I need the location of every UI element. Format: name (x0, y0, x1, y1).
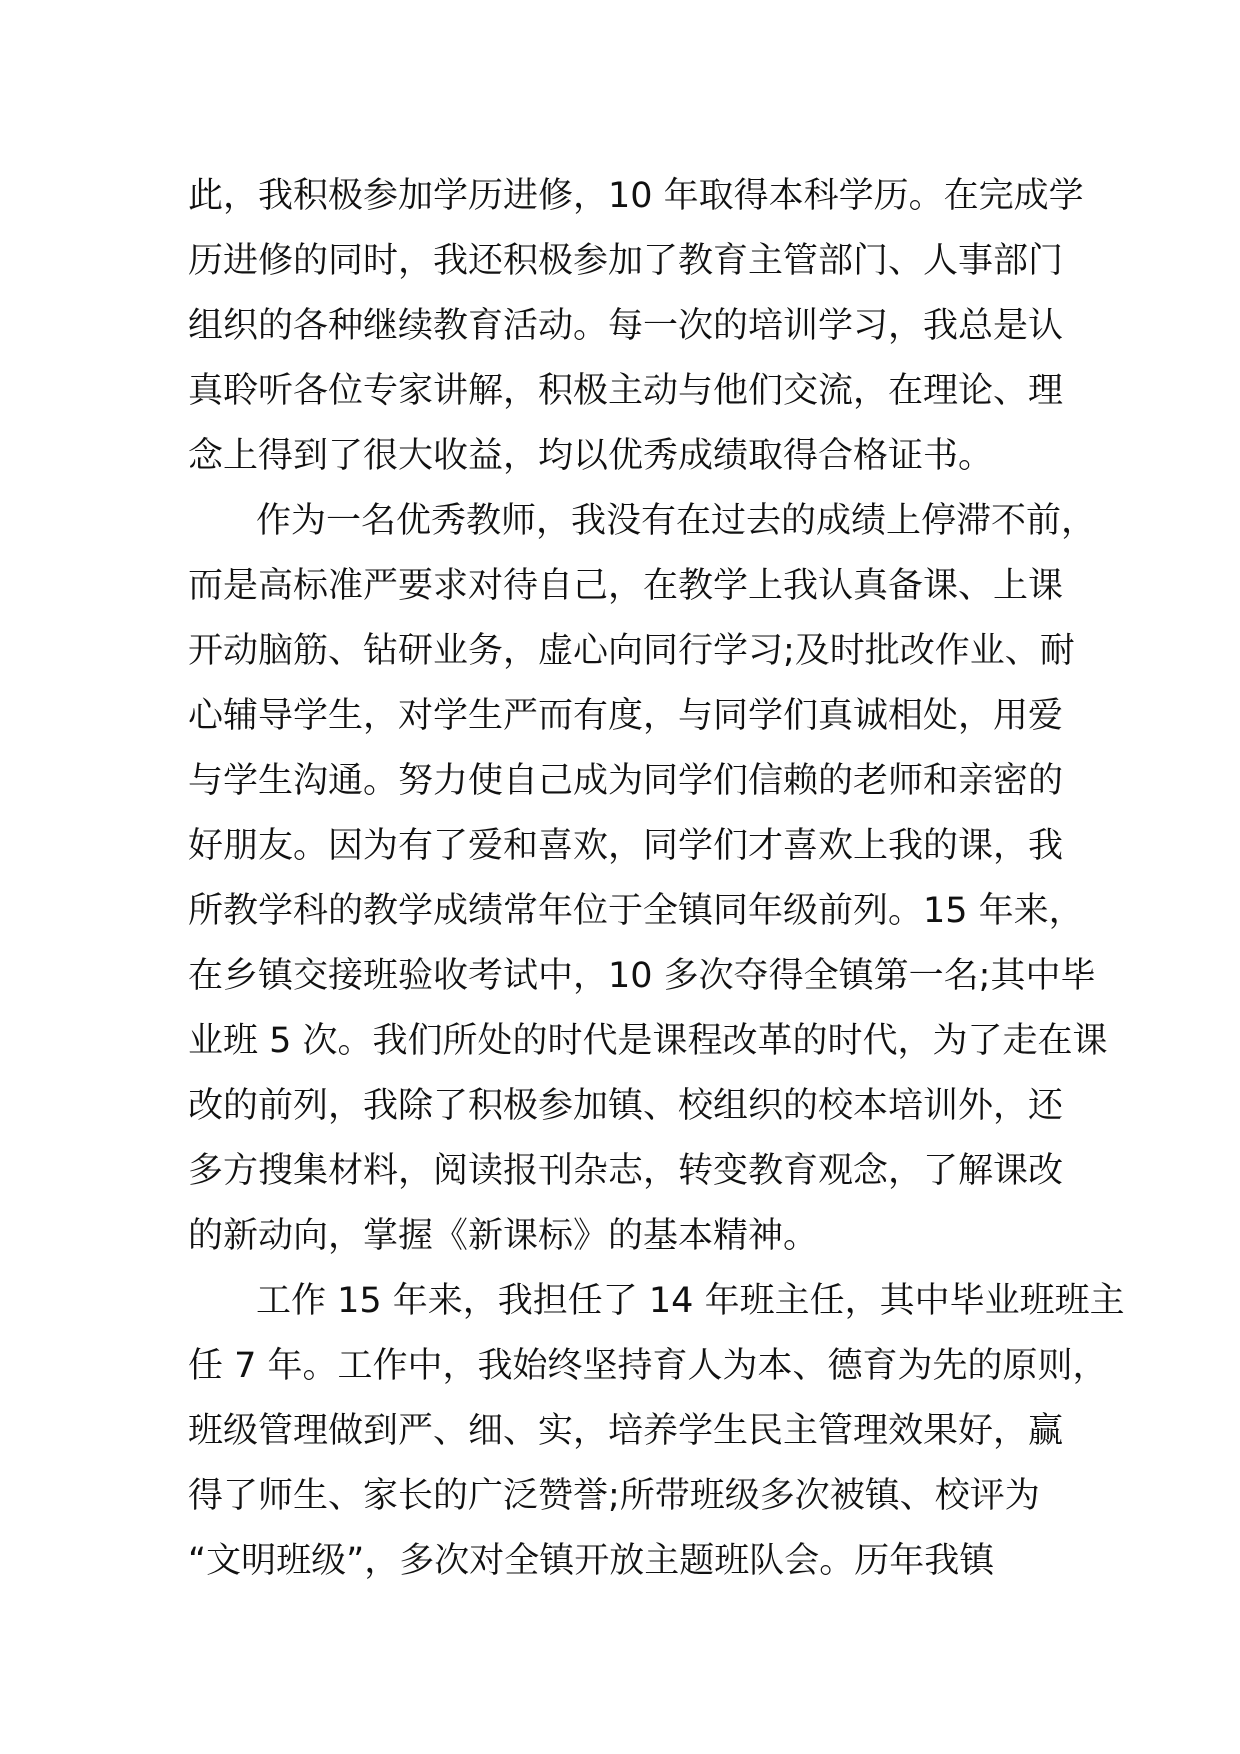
text-line: 此，我积极参加学历进修，10 年取得本科学历。在完成学 (188, 176, 1084, 216)
paragraph-first-line: 工作 15 年来，我担任了 14 年班主任，其中毕业班班主 (256, 1281, 1125, 1321)
text-line: 真聆听各位专家讲解，积极主动与他们交流，在理论、理 (188, 371, 1064, 411)
text-line: 得了师生、家长的广泛赞誉;所带班级多次被镇、校评为 (188, 1476, 1040, 1516)
text-line: 班级管理做到严、细、实，培养学生民主管理效果好，赢 (188, 1411, 1064, 1451)
text-line: 任 7 年。工作中，我始终坚持育人为本、德育为先的原则， (188, 1346, 1108, 1386)
text-line: “文明班级”，多次对全镇开放主题班队会。历年我镇 (188, 1541, 995, 1581)
text-line: 开动脑筋、钻研业务，虚心向同行学习;及时批改作业、耐 (188, 631, 1075, 671)
text-line: 念上得到了很大收益，均以优秀成绩取得合格证书。 (188, 436, 994, 476)
text-line: 的新动向，掌握《新课标》的基本精神。 (188, 1216, 819, 1256)
text-line: 而是高标准严要求对待自己，在教学上我认真备课、上课 (188, 566, 1064, 606)
text-line: 历进修的同时，我还积极参加了教育主管部门、人事部门 (188, 241, 1064, 281)
text-line: 改的前列，我除了积极参加镇、校组织的校本培训外，还 (188, 1086, 1064, 1126)
text-line: 在乡镇交接班验收考试中，10 多次夺得全镇第一名;其中毕 (188, 956, 1096, 996)
text-line: 好朋友。因为有了爱和喜欢，同学们才喜欢上我的课，我 (188, 826, 1064, 866)
text-line: 组织的各种继续教育活动。每一次的培训学习，我总是认 (188, 306, 1064, 346)
text-line: 与学生沟通。努力使自己成为同学们信赖的老师和亲密的 (188, 761, 1064, 801)
text-line: 多方搜集材料，阅读报刊杂志，转变教育观念，了解课改 (188, 1151, 1064, 1191)
text-line: 业班 5 次。我们所处的时代是课程改革的时代，为了走在课 (188, 1021, 1108, 1061)
text-line: 所教学科的教学成绩常年位于全镇同年级前列。15 年来， (188, 891, 1084, 931)
paragraph-first-line: 作为一名优秀教师，我没有在过去的成绩上停滞不前， (256, 501, 1097, 541)
text-line: 心辅导学生，对学生严而有度，与同学们真诚相处，用爱 (188, 696, 1064, 736)
document-body (188, 164, 1125, 1594)
